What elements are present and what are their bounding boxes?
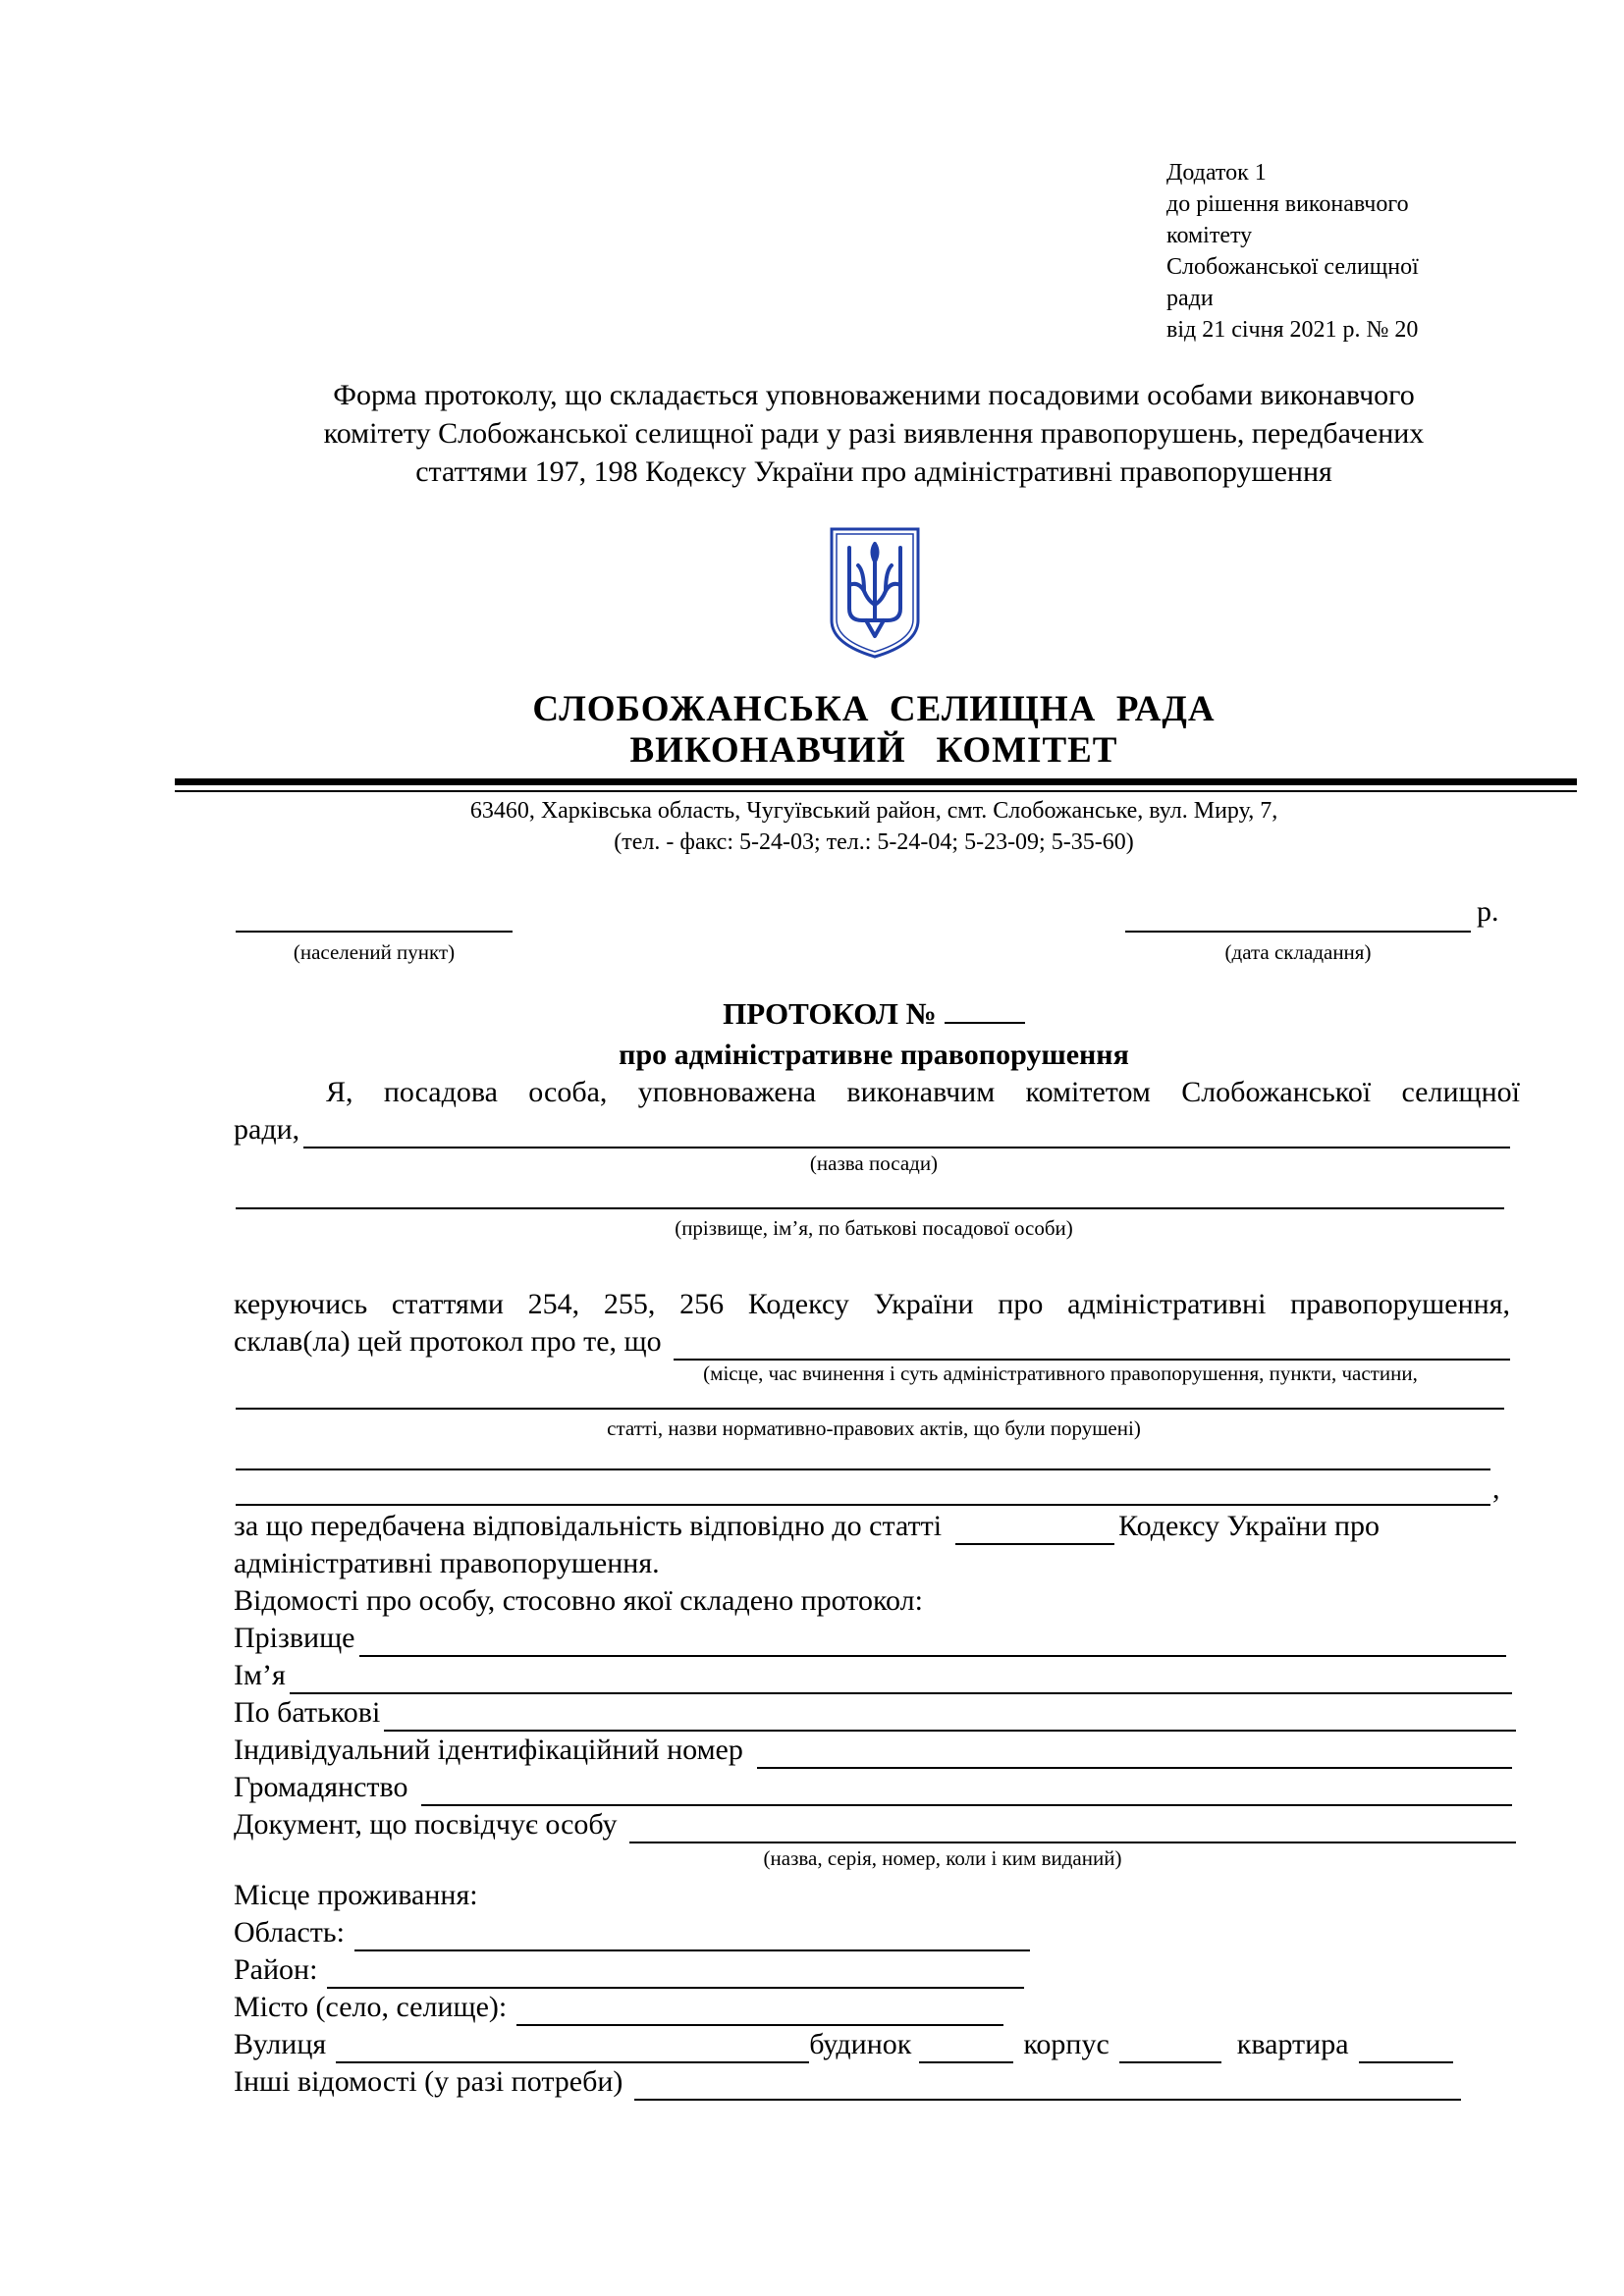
house-label: будинок xyxy=(809,2028,912,2060)
other-field[interactable] xyxy=(634,2071,1461,2101)
city-label: Місто (село, селище): xyxy=(234,1991,508,2023)
person-heading: Відомості про особу, стосовно якої складено протокол: xyxy=(234,1584,923,1617)
offense-comma: , xyxy=(1492,1472,1500,1505)
residence-heading: Місце проживання: xyxy=(234,1879,478,1911)
street-label: Вулиця xyxy=(234,2028,327,2060)
date-suffix: р. xyxy=(1477,895,1499,928)
official-name-caption: (прізвище, ім’я, по батькові посадової особи) xyxy=(675,1216,1073,1240)
annex-line: Додаток 1 xyxy=(1166,160,1267,186)
form-title xyxy=(177,376,1571,491)
surname-label: Прізвище xyxy=(234,1622,355,1654)
official-name-field[interactable] xyxy=(236,1205,1504,1209)
document-row xyxy=(234,1806,1516,1843)
liability-left: за що передбачена відповідальність відповідно до статті xyxy=(234,1510,943,1542)
date-caption: (дата складання) xyxy=(1224,940,1372,964)
form-title-line: комітету Слобожанської селищної ради у разі виявлення правопорушень, передбачених xyxy=(323,417,1425,450)
annex-block xyxy=(1166,157,1490,346)
offense-line-3[interactable] xyxy=(236,1467,1490,1470)
tax-id-field[interactable] xyxy=(757,1739,1512,1769)
council-address xyxy=(177,795,1571,858)
offense-line-4[interactable] xyxy=(236,1502,1490,1506)
article-field[interactable] xyxy=(955,1516,1114,1545)
other-label: Інші відомості (у разі потреби) xyxy=(234,2065,623,2098)
street-row xyxy=(234,2026,1453,2063)
tax-id-label: Індивідуальний ідентифікаційний номер xyxy=(234,1734,743,1766)
offense-row xyxy=(234,1323,1510,1361)
trident-coat-of-arms-icon xyxy=(829,526,921,660)
position-label: ради, xyxy=(234,1113,300,1146)
date-field[interactable] xyxy=(1125,901,1471,933)
header-rule-thin xyxy=(175,790,1577,792)
region-row xyxy=(234,1914,1030,1951)
district-field[interactable] xyxy=(327,1959,1024,1989)
patronymic-row xyxy=(234,1694,1516,1732)
annex-line: Слобожанської селищної xyxy=(1166,254,1419,280)
surname-row xyxy=(234,1620,1506,1657)
annex-line: до рішення виконавчого xyxy=(1166,191,1409,217)
building-field[interactable] xyxy=(1119,2034,1221,2063)
committee-title: ВИКОНАВЧИЙ КОМІТЕТ xyxy=(629,730,1118,771)
annex-line: від 21 січня 2021 р. № 20 xyxy=(1166,317,1419,343)
protocol-title-text: ПРОТОКОЛ № xyxy=(723,996,937,1031)
liability-line2: адміністративні правопорушення. xyxy=(234,1547,660,1579)
first-name-row xyxy=(234,1657,1512,1694)
citizenship-row xyxy=(234,1769,1512,1806)
patronymic-field[interactable] xyxy=(384,1702,1516,1732)
document-label: Документ, що посвідчує особу xyxy=(234,1808,618,1841)
council-name xyxy=(177,689,1571,772)
form-title-line: Форма протоколу, що складається уповноваженими посадовими особами виконавчого xyxy=(333,379,1415,411)
council-title: СЛОБОЖАНСЬКА СЕЛИЩНА РАДА xyxy=(532,689,1216,729)
header-rule-thick xyxy=(175,778,1577,785)
region-field[interactable] xyxy=(354,1922,1030,1951)
liability-right: Кодексу України про xyxy=(1118,1510,1380,1542)
offense-line-2[interactable] xyxy=(236,1406,1504,1410)
offense-caption-2: статті, назви нормативно-правових актів, що були порушені) xyxy=(607,1416,1141,1440)
surname-field[interactable] xyxy=(359,1628,1507,1657)
position-field[interactable] xyxy=(303,1119,1510,1148)
document-field[interactable] xyxy=(629,1814,1516,1843)
liability-row xyxy=(234,1508,1510,1545)
offense-caption: (місце, час вчинення і суть адміністративного правопорушення, пункти, частини, xyxy=(703,1362,1418,1385)
place-caption: (населений пункт) xyxy=(293,940,456,964)
place-field[interactable] xyxy=(236,901,513,933)
offense-label: склав(ла) цей протокол про те, що xyxy=(234,1325,662,1358)
region-label: Область: xyxy=(234,1916,345,1949)
position-row xyxy=(234,1111,1510,1148)
citizenship-label: Громадянство xyxy=(234,1771,408,1803)
protocol-number-field[interactable] xyxy=(945,998,1025,1024)
annex-line: ради xyxy=(1166,286,1214,311)
district-label: Район: xyxy=(234,1953,318,1986)
offense-field[interactable] xyxy=(674,1331,1510,1361)
first-name-field[interactable] xyxy=(290,1665,1512,1694)
other-row xyxy=(234,2063,1461,2101)
first-name-label: Ім’я xyxy=(234,1659,286,1691)
protocol-subtitle: про адміністративне правопорушення xyxy=(619,1039,1129,1071)
intro-line: Я, посадова особа, уповноважена виконавчим комітетом Слобожанської селищної xyxy=(326,1076,1520,1108)
city-field[interactable] xyxy=(516,1997,1003,2026)
street-field[interactable] xyxy=(336,2034,809,2063)
protocol-title xyxy=(177,994,1571,1034)
guided-line: керуючись статтями 254, 255, 256 Кодексу України про адміністративні правопорушення, xyxy=(234,1288,1510,1320)
patronymic-label: По батькові xyxy=(234,1696,381,1729)
apartment-field[interactable] xyxy=(1359,2034,1453,2063)
address-line: 63460, Харківська область, Чугуївський район, смт. Слобожанське, вул. Миру, 7, xyxy=(469,798,1278,824)
tax-id-row xyxy=(234,1732,1512,1769)
city-row xyxy=(234,1989,1003,2026)
phones-line: (тел. - факс: 5-24-03; тел.: 5-24-04; 5-23-09; 5-35-60) xyxy=(614,829,1134,855)
house-field[interactable] xyxy=(919,2034,1013,2063)
building-label: корпус xyxy=(1023,2028,1110,2060)
district-row xyxy=(234,1951,1024,1989)
citizenship-field[interactable] xyxy=(421,1777,1512,1806)
form-title-line: статтями 197, 198 Кодексу України про адміністративні правопорушення xyxy=(415,455,1332,488)
position-caption: (назва посади) xyxy=(809,1151,939,1175)
annex-line: комітету xyxy=(1166,223,1253,248)
document-caption: (назва, серія, номер, коли і ким виданий) xyxy=(763,1846,1122,1870)
apartment-label: квартира xyxy=(1236,2028,1349,2060)
